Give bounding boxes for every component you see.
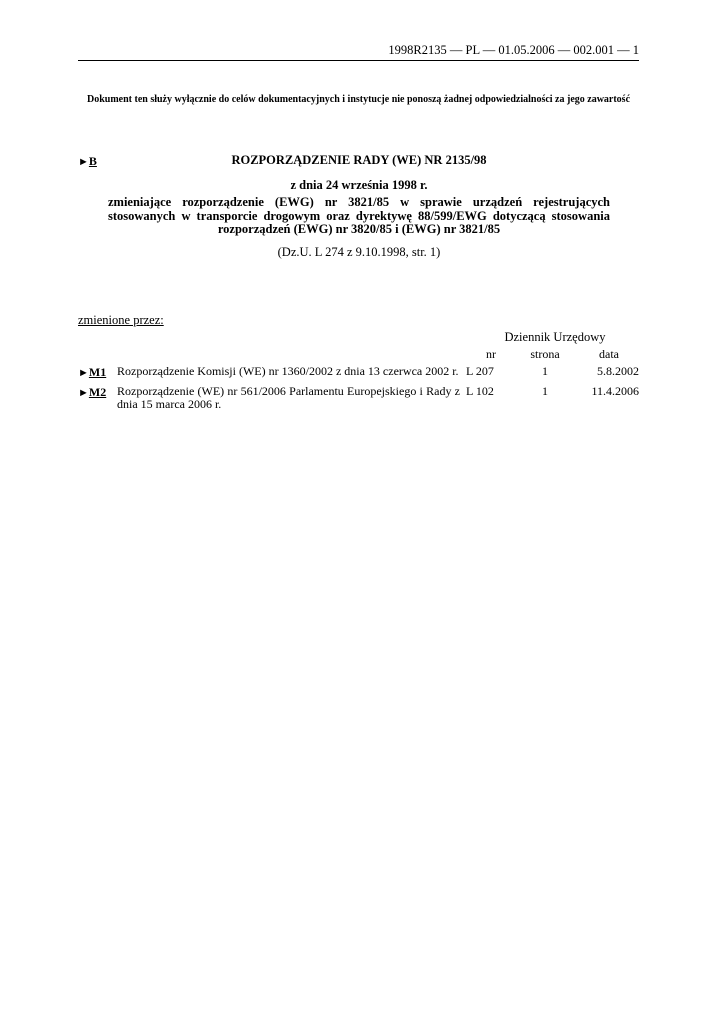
amendment-journal-nr: L 207 (466, 364, 494, 378)
amendment-journal-date: 11.4.2006 (591, 384, 639, 398)
column-header-nr: nr (486, 347, 496, 361)
column-header-page: strona (530, 347, 560, 361)
official-journal-heading: Dziennik Urzędowy (504, 330, 606, 344)
official-journal-reference: (Dz.U. L 274 z 9.10.1998, str. 1) (277, 245, 441, 259)
arrow-right-icon: ► (78, 156, 89, 168)
column-header-date: data (599, 347, 619, 361)
amendment-description: Rozporządzenie Komisji (WE) nr 1360/2002 z dnia 13 czerwca 2002 r. (117, 364, 459, 378)
regulation-date: z dnia 24 września 1998 r. (290, 178, 428, 192)
amendment-journal-nr: L 102 (466, 384, 494, 398)
amendment-journal-page: 1 (542, 364, 548, 378)
running-header: 1998R2135 — PL — 01.05.2006 — 002.001 — 1 (388, 43, 639, 57)
amended-by-label: zmienione przez: (78, 313, 164, 327)
arrow-right-icon: ► (78, 367, 89, 379)
regulation-title: ROZPORZĄDZENIE RADY (WE) NR 2135/98 (231, 153, 487, 167)
basic-act-code: B (88, 154, 97, 168)
amendment-code: M2 (88, 385, 107, 399)
amendment-marker-m1[interactable] (78, 365, 106, 380)
header-rule (78, 60, 639, 61)
amendment-journal-page: 1 (542, 384, 548, 398)
disclaimer: Dokument ten służy wyłącznie do celów dokumentacyjnych i instytucje nie ponoszą żadnej odpowiedzialności za jego zawartość (86, 94, 631, 105)
amendment-marker-m2[interactable] (78, 385, 106, 400)
regulation-subject: zmieniające rozporządzenie (EWG) nr 3821/85 w sprawie urządzeń rejestrujących stosowanych w transporcie drogowym oraz dyrektywę 88/599/EWG dotyczącą stosowania rozporządzeń (EWG) nr 3820/85 i (EWG) nr 3821/85 (108, 195, 610, 236)
basic-act-marker[interactable] (78, 154, 97, 169)
amendment-description: Rozporządzenie (WE) nr 561/2006 Parlamentu Europejskiego i Rady z dnia 15 marca 2006 r. (117, 384, 460, 411)
amendment-code: M1 (88, 365, 107, 379)
amendment-journal-date: 5.8.2002 (597, 364, 639, 378)
arrow-right-icon: ► (78, 387, 89, 399)
